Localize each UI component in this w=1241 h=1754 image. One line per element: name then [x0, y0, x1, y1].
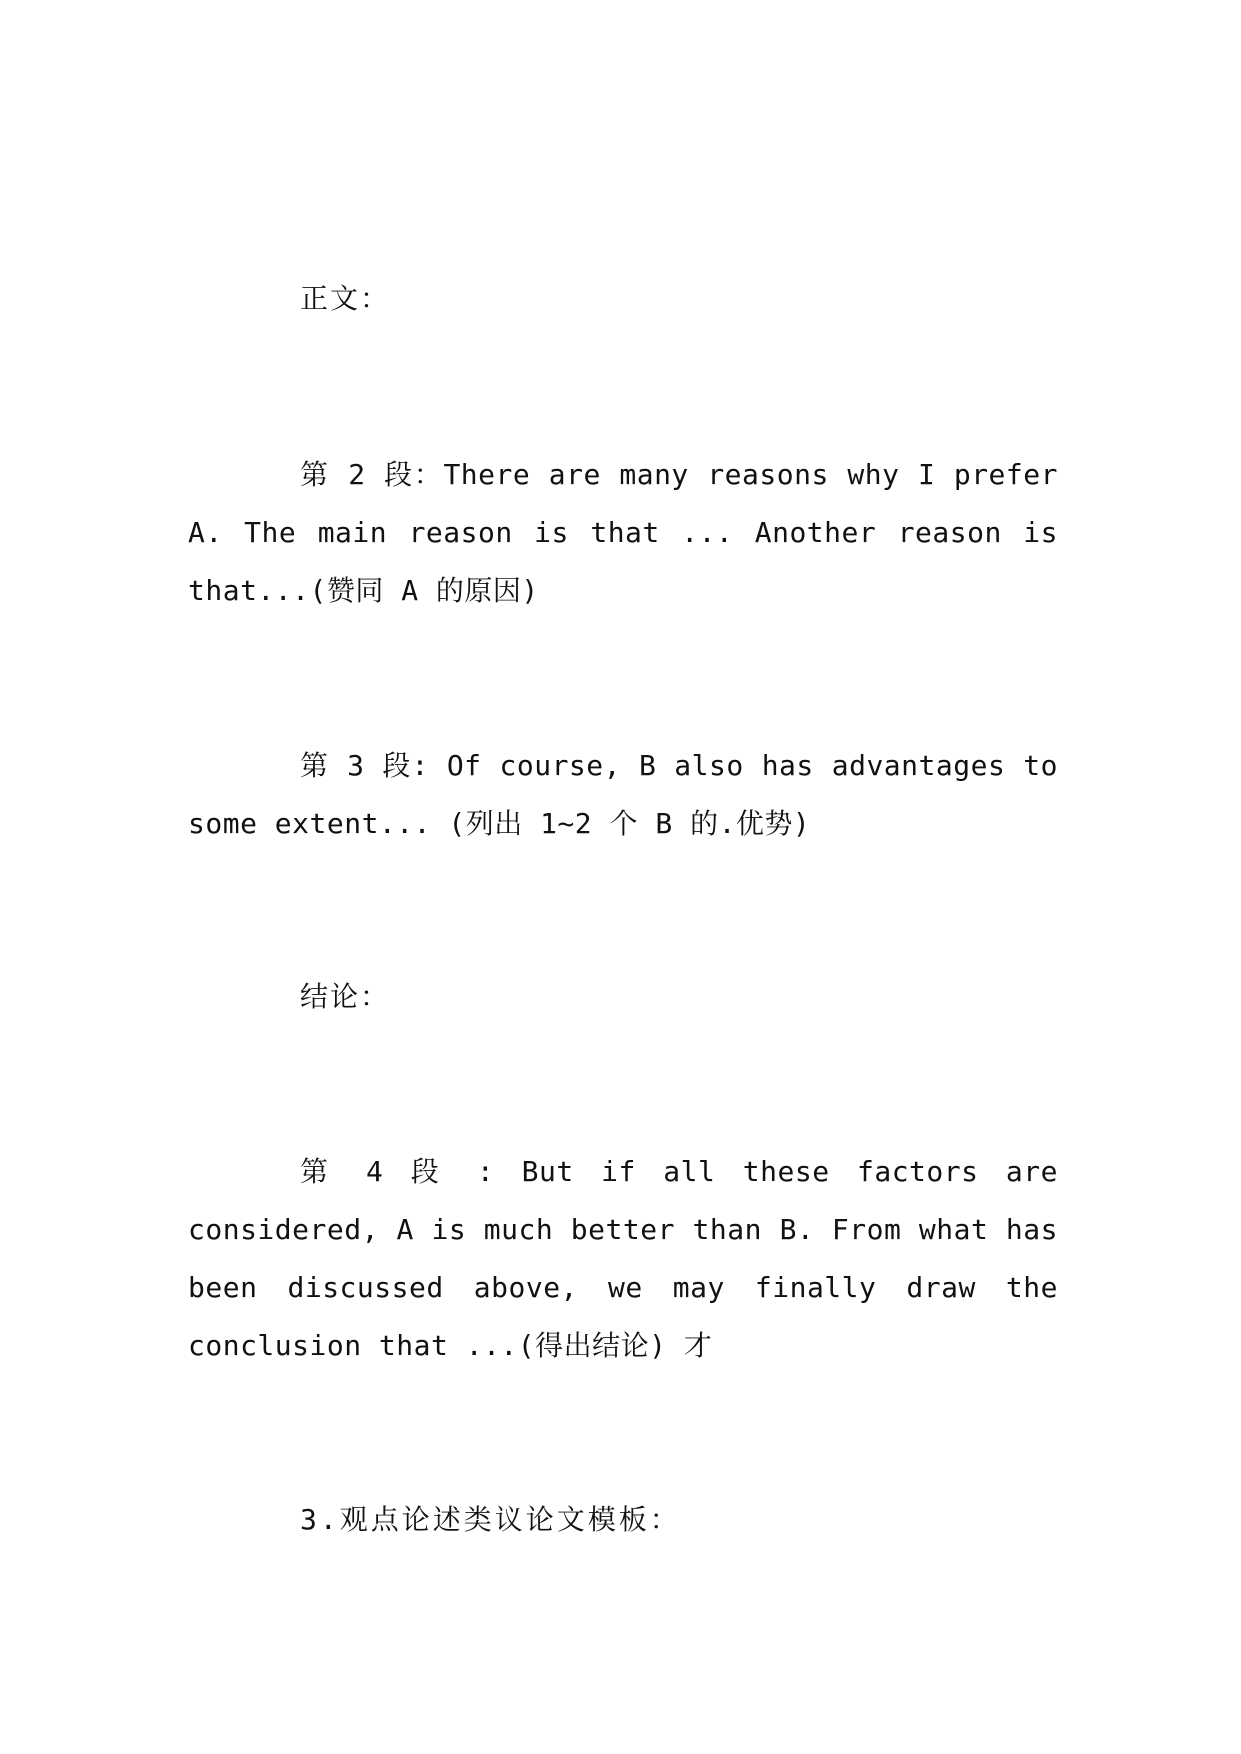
- heading-conclusion: 结论：: [300, 980, 391, 1013]
- paragraph-3: 第 3 段: Of course, B also has advantages to some extent... (列出 1~2 个 B 的.优势): [188, 749, 1058, 840]
- heading-section-3: 3.观点论述类议论文模板：: [300, 1503, 681, 1536]
- paragraph-4: 第 4 段 : But if all these factors are considered, A is much better than B. From what has been discussed above, we may finally draw the conclusion that ...(得出结论) 才: [188, 1155, 1058, 1362]
- paragraph-2: 第 2 段：There are many reasons why I prefer A. The main reason is that ... Another reason is that...(赞同 A 的原因): [188, 458, 1058, 607]
- heading-body: 正文：: [300, 282, 391, 315]
